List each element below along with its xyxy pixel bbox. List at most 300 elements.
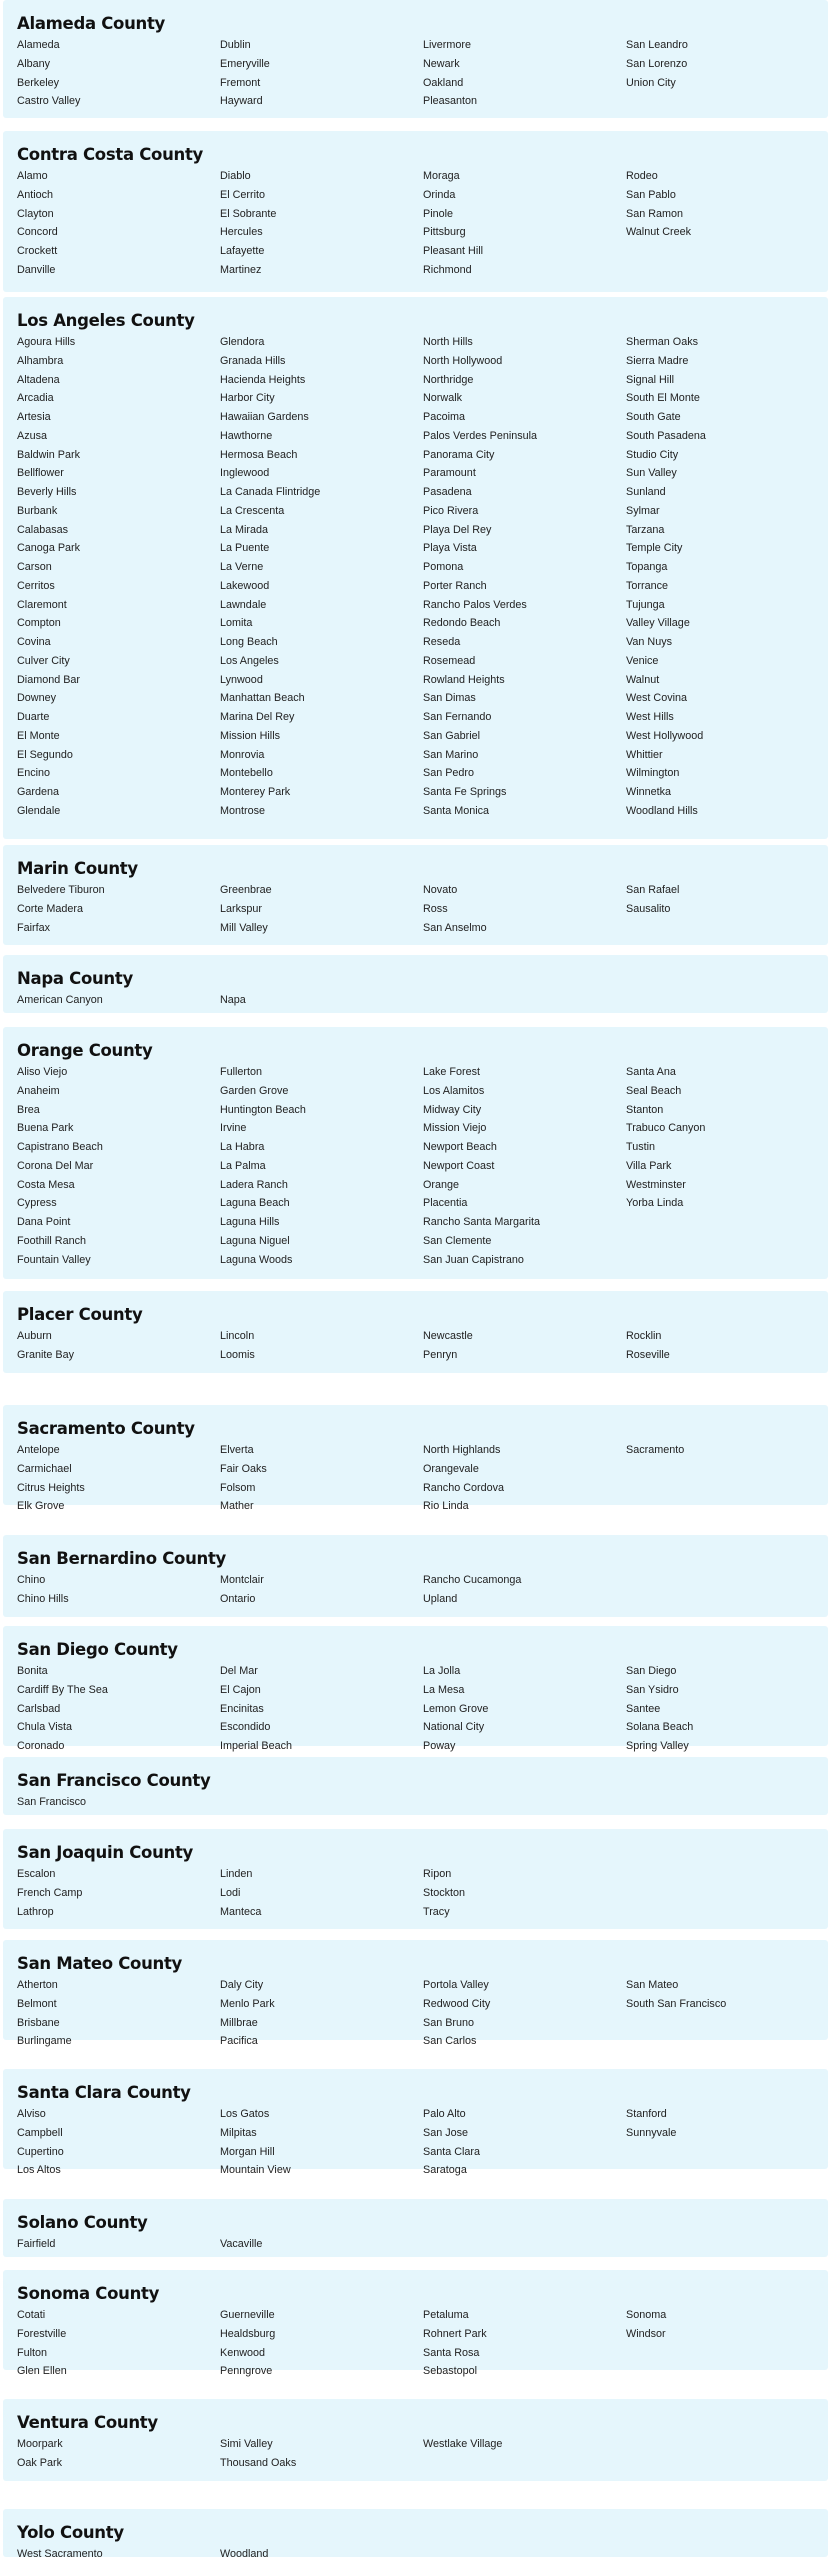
city-link-la-palma[interactable]: La Palma — [220, 1159, 266, 1172]
city-link-north-highlands[interactable]: North Highlands — [423, 1444, 501, 1456]
city-link-los-angeles[interactable]: Los Angeles — [220, 654, 279, 667]
city-link-artesia[interactable]: Artesia — [17, 411, 51, 423]
city-link-sebastopol[interactable]: Sebastopol — [423, 2365, 478, 2378]
city-link-san-leandro[interactable]: San Leandro — [626, 39, 688, 51]
city-link-south-el-monte[interactable]: South El Monte — [626, 392, 700, 405]
city-link-trabuco-canyon[interactable]: Trabuco Canyon — [626, 1122, 706, 1135]
city-link-montrose[interactable]: Montrose — [220, 804, 266, 817]
city-link-wilmington[interactable]: Wilmington — [626, 767, 680, 780]
city-link-american-canyon[interactable]: American Canyon — [17, 994, 103, 1006]
city-link-montclair[interactable]: Montclair — [220, 1574, 264, 1586]
city-link-solana-beach[interactable]: Solana Beach — [626, 1721, 694, 1734]
city-link-windsor[interactable]: Windsor — [626, 2327, 666, 2340]
city-link-palos-verdes-peninsula[interactable]: Palos Verdes Peninsula — [423, 429, 538, 442]
city-link-chino-hills[interactable]: Chino Hills — [17, 1592, 69, 1605]
city-link-newport-beach[interactable]: Newport Beach — [423, 1141, 497, 1153]
city-link-antioch[interactable]: Antioch — [17, 188, 54, 201]
city-link-stockton[interactable]: Stockton — [423, 1886, 466, 1899]
city-link-san-dimas[interactable]: San Dimas — [423, 692, 476, 705]
city-link-san-marino[interactable]: San Marino — [423, 748, 479, 761]
city-link-san-rafael[interactable]: San Rafael — [626, 884, 680, 896]
city-link-brea[interactable]: Brea — [17, 1103, 40, 1116]
city-link-la-verne[interactable]: La Verne — [220, 561, 264, 573]
city-link-milpitas[interactable]: Milpitas — [220, 2126, 257, 2139]
city-link-buena-park[interactable]: Buena Park — [17, 1122, 74, 1135]
city-link-san-carlos[interactable]: San Carlos — [423, 2035, 477, 2048]
city-link-newark[interactable]: Newark — [423, 57, 460, 70]
city-link-simi-valley[interactable]: Simi Valley — [220, 2438, 273, 2450]
city-link-la-crescenta[interactable]: La Crescenta — [220, 504, 285, 517]
city-link-irvine[interactable]: Irvine — [220, 1122, 247, 1135]
city-link-orange[interactable]: Orange — [423, 1178, 460, 1191]
city-link-gardena[interactable]: Gardena — [17, 786, 60, 798]
city-link-stanford[interactable]: Stanford — [626, 2108, 667, 2120]
city-link-stanton[interactable]: Stanton — [626, 1103, 664, 1116]
city-link-west-covina[interactable]: West Covina — [626, 692, 688, 705]
city-link-granite-bay[interactable]: Granite Bay — [17, 1348, 75, 1361]
city-link-fountain-valley[interactable]: Fountain Valley — [17, 1253, 91, 1266]
city-link-anaheim[interactable]: Anaheim — [17, 1084, 60, 1097]
city-link-lincoln[interactable]: Lincoln — [220, 1330, 255, 1342]
city-link-laguna-niguel[interactable]: Laguna Niguel — [220, 1234, 290, 1247]
city-link-dana-point[interactable]: Dana Point — [17, 1216, 71, 1228]
city-link-alamo[interactable]: Alamo — [17, 170, 48, 182]
city-link-placentia[interactable]: Placentia — [423, 1197, 468, 1210]
city-link-la-mirada[interactable]: La Mirada — [220, 523, 269, 536]
city-link-cardiff-by-the-sea[interactable]: Cardiff By The Sea — [17, 1683, 108, 1696]
city-link-el-cerrito[interactable]: El Cerrito — [220, 188, 265, 201]
city-link-fairfax[interactable]: Fairfax — [17, 921, 50, 934]
city-link-diamond-bar[interactable]: Diamond Bar — [17, 673, 81, 686]
city-link-pleasant-hill[interactable]: Pleasant Hill — [423, 245, 484, 257]
city-link-richmond[interactable]: Richmond — [423, 263, 472, 276]
city-link-diablo[interactable]: Diablo — [220, 170, 251, 182]
city-link-campbell[interactable]: Campbell — [17, 2126, 63, 2139]
city-link-rancho-santa-margarita[interactable]: Rancho Santa Margarita — [423, 1216, 541, 1228]
city-link-del-mar[interactable]: Del Mar — [220, 1665, 258, 1677]
city-link-san-francisco[interactable]: San Francisco — [17, 1796, 87, 1808]
city-link-el-sobrante[interactable]: El Sobrante — [220, 207, 277, 220]
city-link-lathrop[interactable]: Lathrop — [17, 1905, 54, 1918]
city-link-spring-valley[interactable]: Spring Valley — [626, 1740, 689, 1752]
city-link-petaluma[interactable]: Petaluma — [423, 2309, 469, 2321]
city-link-whittier[interactable]: Whittier — [626, 748, 663, 761]
city-link-vacaville[interactable]: Vacaville — [220, 2238, 263, 2250]
city-link-fair-oaks[interactable]: Fair Oaks — [220, 1462, 267, 1475]
city-link-valley-village[interactable]: Valley Village — [626, 617, 690, 630]
city-link-rosemead[interactable]: Rosemead — [423, 654, 476, 667]
city-link-larkspur[interactable]: Larkspur — [220, 902, 263, 915]
city-link-la-mesa[interactable]: La Mesa — [423, 1683, 465, 1696]
city-link-ladera-ranch[interactable]: Ladera Ranch — [220, 1178, 288, 1191]
city-link-san-mateo[interactable]: San Mateo — [626, 1979, 679, 1991]
city-link-van-nuys[interactable]: Van Nuys — [626, 636, 673, 648]
city-link-fremont[interactable]: Fremont — [220, 76, 261, 89]
city-link-bellflower[interactable]: Bellflower — [17, 467, 64, 480]
city-link-san-diego[interactable]: San Diego — [626, 1665, 677, 1677]
city-link-torrance[interactable]: Torrance — [626, 579, 669, 592]
city-link-dublin[interactable]: Dublin — [220, 39, 251, 51]
city-link-national-city[interactable]: National City — [423, 1721, 485, 1734]
city-link-lake-forest[interactable]: Lake Forest — [423, 1066, 481, 1078]
city-link-hacienda-heights[interactable]: Hacienda Heights — [220, 373, 306, 386]
city-link-manteca[interactable]: Manteca — [220, 1905, 262, 1918]
city-link-crockett[interactable]: Crockett — [17, 245, 58, 257]
city-link-portola-valley[interactable]: Portola Valley — [423, 1979, 489, 1991]
city-link-martinez[interactable]: Martinez — [220, 263, 262, 276]
city-link-la-canada-flintridge[interactable]: La Canada Flintridge — [220, 486, 321, 498]
city-link-woodland-hills[interactable]: Woodland Hills — [626, 804, 698, 817]
city-link-covina[interactable]: Covina — [17, 636, 51, 648]
city-link-lemon-grove[interactable]: Lemon Grove — [423, 1702, 489, 1715]
city-link-newport-coast[interactable]: Newport Coast — [423, 1159, 495, 1172]
city-link-cerritos[interactable]: Cerritos — [17, 579, 55, 592]
city-link-los-altos[interactable]: Los Altos — [17, 2164, 61, 2177]
city-link-westminster[interactable]: Westminster — [626, 1178, 686, 1191]
city-link-claremont[interactable]: Claremont — [17, 598, 67, 611]
city-link-encinitas[interactable]: Encinitas — [220, 1702, 264, 1715]
city-link-poway[interactable]: Poway — [423, 1740, 456, 1752]
city-link-roseville[interactable]: Roseville — [626, 1348, 670, 1361]
city-link-west-hills[interactable]: West Hills — [626, 711, 674, 723]
city-link-bonita[interactable]: Bonita — [17, 1665, 48, 1677]
city-link-chula-vista[interactable]: Chula Vista — [17, 1721, 73, 1734]
city-link-lodi[interactable]: Lodi — [220, 1886, 241, 1899]
city-link-hawaiian-gardens[interactable]: Hawaiian Gardens — [220, 411, 309, 423]
city-link-elk-grove[interactable]: Elk Grove — [17, 1500, 65, 1513]
city-link-rio-linda[interactable]: Rio Linda — [423, 1500, 469, 1513]
city-link-altadena[interactable]: Altadena — [17, 373, 60, 386]
city-link-auburn[interactable]: Auburn — [17, 1330, 52, 1342]
city-link-aliso-viejo[interactable]: Aliso Viejo — [17, 1066, 68, 1078]
city-link-santa-ana[interactable]: Santa Ana — [626, 1066, 676, 1078]
city-link-napa[interactable]: Napa — [220, 994, 246, 1006]
city-link-lomita[interactable]: Lomita — [220, 617, 253, 630]
city-link-linden[interactable]: Linden — [220, 1868, 253, 1880]
city-link-brisbane[interactable]: Brisbane — [17, 2016, 60, 2029]
city-link-tustin[interactable]: Tustin — [626, 1141, 656, 1153]
city-link-carson[interactable]: Carson — [17, 561, 52, 573]
city-link-emeryville[interactable]: Emeryville — [220, 57, 270, 70]
city-link-belmont[interactable]: Belmont — [17, 1997, 57, 2010]
city-link-san-lorenzo[interactable]: San Lorenzo — [626, 57, 688, 70]
city-link-antelope[interactable]: Antelope — [17, 1444, 60, 1456]
city-link-signal-hill[interactable]: Signal Hill — [626, 373, 675, 386]
city-link-west-sacramento[interactable]: West Sacramento — [17, 2548, 103, 2560]
city-link-playa-del-rey[interactable]: Playa Del Rey — [423, 523, 492, 536]
city-link-north-hollywood[interactable]: North Hollywood — [423, 354, 503, 367]
city-link-ross[interactable]: Ross — [423, 902, 448, 915]
city-link-el-monte[interactable]: El Monte — [17, 729, 60, 742]
city-link-oakland[interactable]: Oakland — [423, 76, 464, 89]
city-link-west-hollywood[interactable]: West Hollywood — [626, 729, 704, 742]
city-link-coronado[interactable]: Coronado — [17, 1740, 65, 1752]
city-link-ontario[interactable]: Ontario — [220, 1592, 256, 1605]
city-link-norwalk[interactable]: Norwalk — [423, 392, 462, 405]
city-link-hercules[interactable]: Hercules — [220, 226, 263, 239]
city-link-monrovia[interactable]: Monrovia — [220, 748, 265, 761]
city-link-penngrove[interactable]: Penngrove — [220, 2365, 273, 2378]
city-link-citrus-heights[interactable]: Citrus Heights — [17, 1481, 85, 1494]
city-link-azusa[interactable]: Azusa — [17, 429, 48, 442]
city-link-guerneville[interactable]: Guerneville — [220, 2309, 275, 2321]
city-link-french-camp[interactable]: French Camp — [17, 1886, 83, 1899]
city-link-alhambra[interactable]: Alhambra — [17, 354, 64, 367]
city-link-alviso[interactable]: Alviso — [17, 2108, 46, 2120]
city-link-monterey-park[interactable]: Monterey Park — [220, 786, 291, 798]
city-link-redwood-city[interactable]: Redwood City — [423, 1997, 491, 2010]
city-link-pacoima[interactable]: Pacoima — [423, 411, 466, 423]
city-link-sunland[interactable]: Sunland — [626, 486, 666, 498]
city-link-manhattan-beach[interactable]: Manhattan Beach — [220, 692, 305, 705]
city-link-sylmar[interactable]: Sylmar — [626, 504, 660, 517]
city-link-newcastle[interactable]: Newcastle — [423, 1330, 473, 1342]
city-link-san-ysidro[interactable]: San Ysidro — [626, 1683, 679, 1696]
city-link-escondido[interactable]: Escondido — [220, 1721, 271, 1734]
city-link-san-gabriel[interactable]: San Gabriel — [423, 729, 481, 742]
city-link-laguna-hills[interactable]: Laguna Hills — [220, 1216, 280, 1228]
city-link-sun-valley[interactable]: Sun Valley — [626, 467, 677, 480]
city-link-canoga-park[interactable]: Canoga Park — [17, 542, 81, 555]
city-link-downey[interactable]: Downey — [17, 692, 57, 705]
city-link-novato[interactable]: Novato — [423, 884, 458, 896]
city-link-south-gate[interactable]: South Gate — [626, 411, 681, 423]
city-link-morgan-hill[interactable]: Morgan Hill — [220, 2145, 275, 2158]
city-link-imperial-beach[interactable]: Imperial Beach — [220, 1740, 293, 1752]
city-link-chino[interactable]: Chino — [17, 1574, 46, 1586]
city-link-folsom[interactable]: Folsom — [220, 1481, 256, 1494]
city-link-panorama-city[interactable]: Panorama City — [423, 448, 495, 461]
city-link-atherton[interactable]: Atherton — [17, 1979, 58, 1991]
city-link-sacramento[interactable]: Sacramento — [626, 1444, 685, 1456]
city-link-woodland[interactable]: Woodland — [220, 2548, 269, 2560]
city-link-hermosa-beach[interactable]: Hermosa Beach — [220, 448, 298, 461]
city-link-corona-del-mar[interactable]: Corona Del Mar — [17, 1159, 94, 1172]
city-link-south-pasadena[interactable]: South Pasadena — [626, 429, 706, 442]
city-link-greenbrae[interactable]: Greenbrae — [220, 884, 272, 896]
city-link-rancho-palos-verdes[interactable]: Rancho Palos Verdes — [423, 598, 527, 611]
city-link-tarzana[interactable]: Tarzana — [626, 523, 665, 536]
city-link-glendale[interactable]: Glendale — [17, 804, 61, 817]
city-link-moraga[interactable]: Moraga — [423, 170, 460, 182]
city-link-montebello[interactable]: Montebello — [220, 767, 273, 780]
city-link-mission-hills[interactable]: Mission Hills — [220, 729, 280, 742]
city-link-playa-vista[interactable]: Playa Vista — [423, 542, 477, 555]
city-link-millbrae[interactable]: Millbrae — [220, 2016, 258, 2029]
city-link-westlake-village[interactable]: Westlake Village — [423, 2438, 503, 2450]
city-link-fulton[interactable]: Fulton — [17, 2346, 48, 2359]
city-link-pittsburg[interactable]: Pittsburg — [423, 226, 466, 239]
city-link-pacifica[interactable]: Pacifica — [220, 2035, 258, 2048]
city-link-calabasas[interactable]: Calabasas — [17, 523, 69, 536]
city-link-san-anselmo[interactable]: San Anselmo — [423, 921, 487, 934]
city-link-porter-ranch[interactable]: Porter Ranch — [423, 579, 487, 592]
city-link-sunnyvale[interactable]: Sunnyvale — [626, 2126, 677, 2139]
city-link-cotati[interactable]: Cotati — [17, 2309, 46, 2321]
city-link-daly-city[interactable]: Daly City — [220, 1979, 264, 1991]
city-link-lynwood[interactable]: Lynwood — [220, 673, 263, 686]
city-link-corte-madera[interactable]: Corte Madera — [17, 902, 84, 915]
city-link-midway-city[interactable]: Midway City — [423, 1103, 482, 1116]
city-link-pico-rivera[interactable]: Pico Rivera — [423, 504, 479, 517]
city-link-granada-hills[interactable]: Granada Hills — [220, 354, 286, 367]
city-link-fairfield[interactable]: Fairfield — [17, 2238, 56, 2250]
city-link-marina-del-rey[interactable]: Marina Del Rey — [220, 711, 295, 723]
city-link-la-jolla[interactable]: La Jolla — [423, 1665, 461, 1677]
city-link-hayward[interactable]: Hayward — [220, 95, 263, 108]
city-link-redondo-beach[interactable]: Redondo Beach — [423, 617, 501, 630]
city-link-north-hills[interactable]: North Hills — [423, 336, 473, 348]
city-link-berkeley[interactable]: Berkeley — [17, 76, 60, 89]
city-link-sausalito[interactable]: Sausalito — [626, 902, 671, 915]
city-link-elverta[interactable]: Elverta — [220, 1444, 254, 1456]
city-link-foothill-ranch[interactable]: Foothill Ranch — [17, 1234, 87, 1247]
city-link-santa-rosa[interactable]: Santa Rosa — [423, 2346, 480, 2359]
city-link-glen-ellen[interactable]: Glen Ellen — [17, 2365, 67, 2378]
city-link-escalon[interactable]: Escalon — [17, 1868, 56, 1880]
city-link-san-juan-capistrano[interactable]: San Juan Capistrano — [423, 1253, 524, 1266]
city-link-sherman-oaks[interactable]: Sherman Oaks — [626, 336, 699, 348]
city-link-hawthorne[interactable]: Hawthorne — [220, 429, 273, 442]
city-link-union-city[interactable]: Union City — [626, 76, 676, 89]
city-link-san-pablo[interactable]: San Pablo — [626, 188, 676, 201]
city-link-lakewood[interactable]: Lakewood — [220, 579, 270, 592]
city-link-belvedere-tiburon[interactable]: Belvedere Tiburon — [17, 884, 105, 896]
city-link-tujunga[interactable]: Tujunga — [626, 598, 665, 611]
city-link-orangevale[interactable]: Orangevale — [423, 1462, 479, 1475]
city-link-topanga[interactable]: Topanga — [626, 561, 668, 573]
city-link-long-beach[interactable]: Long Beach — [220, 636, 278, 648]
city-link-san-fernando[interactable]: San Fernando — [423, 711, 492, 723]
city-link-fullerton[interactable]: Fullerton — [220, 1066, 263, 1078]
city-link-tracy[interactable]: Tracy — [423, 1905, 450, 1918]
city-link-lafayette[interactable]: Lafayette — [220, 245, 265, 257]
city-link-upland[interactable]: Upland — [423, 1592, 458, 1605]
city-link-santa-monica[interactable]: Santa Monica — [423, 804, 490, 817]
city-link-yorba-linda[interactable]: Yorba Linda — [626, 1197, 684, 1210]
city-link-agoura-hills[interactable]: Agoura Hills — [17, 336, 76, 348]
city-link-la-habra[interactable]: La Habra — [220, 1141, 265, 1153]
city-link-walnut[interactable]: Walnut — [626, 673, 660, 686]
city-link-villa-park[interactable]: Villa Park — [626, 1159, 672, 1172]
city-link-beverly-hills[interactable]: Beverly Hills — [17, 486, 77, 498]
city-link-mather[interactable]: Mather — [220, 1500, 254, 1513]
city-link-pleasanton[interactable]: Pleasanton — [423, 95, 478, 108]
city-link-los-gatos[interactable]: Los Gatos — [220, 2108, 270, 2120]
city-link-palo-alto[interactable]: Palo Alto — [423, 2108, 466, 2120]
city-link-healdsburg[interactable]: Healdsburg — [220, 2327, 276, 2340]
city-link-carmichael[interactable]: Carmichael — [17, 1462, 72, 1475]
city-link-livermore[interactable]: Livermore — [423, 39, 472, 51]
city-link-santa-clara[interactable]: Santa Clara — [423, 2145, 481, 2158]
city-link-rohnert-park[interactable]: Rohnert Park — [423, 2327, 487, 2340]
city-link-harbor-city[interactable]: Harbor City — [220, 392, 275, 405]
city-link-reseda[interactable]: Reseda — [423, 636, 461, 648]
city-link-burbank[interactable]: Burbank — [17, 504, 58, 517]
city-link-temple-city[interactable]: Temple City — [626, 542, 683, 555]
city-link-mill-valley[interactable]: Mill Valley — [220, 921, 268, 934]
city-link-pomona[interactable]: Pomona — [423, 561, 464, 573]
city-link-winnetka[interactable]: Winnetka — [626, 786, 672, 798]
city-link-san-pedro[interactable]: San Pedro — [423, 767, 475, 780]
city-link-penryn[interactable]: Penryn — [423, 1348, 458, 1361]
city-link-walnut-creek[interactable]: Walnut Creek — [626, 226, 692, 239]
city-link-cypress[interactable]: Cypress — [17, 1197, 57, 1210]
city-link-clayton[interactable]: Clayton — [17, 207, 54, 220]
city-link-rancho-cordova[interactable]: Rancho Cordova — [423, 1481, 505, 1494]
city-link-sonoma[interactable]: Sonoma — [626, 2309, 667, 2321]
city-link-encino[interactable]: Encino — [17, 767, 51, 780]
city-link-laguna-beach[interactable]: Laguna Beach — [220, 1197, 290, 1210]
city-link-mission-viejo[interactable]: Mission Viejo — [423, 1122, 487, 1135]
city-link-san-jose[interactable]: San Jose — [423, 2126, 469, 2139]
city-link-seal-beach[interactable]: Seal Beach — [626, 1084, 682, 1097]
city-link-glendora[interactable]: Glendora — [220, 336, 265, 348]
city-link-saratoga[interactable]: Saratoga — [423, 2164, 467, 2177]
city-link-menlo-park[interactable]: Menlo Park — [220, 1997, 275, 2010]
city-link-costa-mesa[interactable]: Costa Mesa — [17, 1178, 75, 1191]
city-link-baldwin-park[interactable]: Baldwin Park — [17, 448, 81, 461]
city-link-northridge[interactable]: Northridge — [423, 373, 474, 386]
city-link-venice[interactable]: Venice — [626, 654, 659, 667]
city-link-south-san-francisco[interactable]: South San Francisco — [626, 1997, 727, 2010]
city-link-moorpark[interactable]: Moorpark — [17, 2438, 63, 2450]
city-link-el-cajon[interactable]: El Cajon — [220, 1683, 261, 1696]
city-link-arcadia[interactable]: Arcadia — [17, 392, 54, 405]
city-link-studio-city[interactable]: Studio City — [626, 448, 679, 461]
city-link-culver-city[interactable]: Culver City — [17, 654, 70, 667]
city-link-oak-park[interactable]: Oak Park — [17, 2456, 63, 2469]
city-link-garden-grove[interactable]: Garden Grove — [220, 1084, 289, 1097]
city-link-loomis[interactable]: Loomis — [220, 1348, 255, 1361]
city-link-san-bruno[interactable]: San Bruno — [423, 2016, 475, 2029]
city-link-forestville[interactable]: Forestville — [17, 2327, 67, 2340]
city-link-rodeo[interactable]: Rodeo — [626, 170, 658, 182]
city-link-ripon[interactable]: Ripon — [423, 1868, 452, 1880]
city-link-carlsbad[interactable]: Carlsbad — [17, 1702, 61, 1715]
city-link-rowland-heights[interactable]: Rowland Heights — [423, 673, 505, 686]
city-link-rancho-cucamonga[interactable]: Rancho Cucamonga — [423, 1574, 522, 1586]
city-link-paramount[interactable]: Paramount — [423, 467, 476, 480]
city-link-san-ramon[interactable]: San Ramon — [626, 207, 684, 220]
city-link-sierra-madre[interactable]: Sierra Madre — [626, 354, 689, 367]
city-link-huntington-beach[interactable]: Huntington Beach — [220, 1103, 306, 1116]
city-link-el-segundo[interactable]: El Segundo — [17, 748, 73, 761]
city-link-castro-valley[interactable]: Castro Valley — [17, 95, 81, 108]
city-link-burlingame[interactable]: Burlingame — [17, 2035, 72, 2048]
city-link-pinole[interactable]: Pinole — [423, 207, 454, 220]
city-link-inglewood[interactable]: Inglewood — [220, 467, 270, 480]
city-link-san-clemente[interactable]: San Clemente — [423, 1234, 492, 1247]
city-link-la-puente[interactable]: La Puente — [220, 542, 270, 555]
city-link-los-alamitos[interactable]: Los Alamitos — [423, 1084, 485, 1097]
city-link-orinda[interactable]: Orinda — [423, 188, 456, 201]
city-link-rocklin[interactable]: Rocklin — [626, 1330, 662, 1342]
city-link-santa-fe-springs[interactable]: Santa Fe Springs — [423, 786, 507, 798]
city-link-concord[interactable]: Concord — [17, 226, 58, 239]
city-link-compton[interactable]: Compton — [17, 617, 61, 630]
city-link-lawndale[interactable]: Lawndale — [220, 598, 267, 611]
city-link-santee[interactable]: Santee — [626, 1702, 661, 1715]
city-link-laguna-woods[interactable]: Laguna Woods — [220, 1253, 293, 1266]
city-link-kenwood[interactable]: Kenwood — [220, 2346, 266, 2359]
city-link-cupertino[interactable]: Cupertino — [17, 2145, 64, 2158]
city-link-pasadena[interactable]: Pasadena — [423, 486, 472, 498]
city-link-thousand-oaks[interactable]: Thousand Oaks — [220, 2456, 297, 2469]
city-link-mountain-view[interactable]: Mountain View — [220, 2164, 291, 2177]
city-link-alameda[interactable]: Alameda — [17, 39, 60, 51]
city-link-danville[interactable]: Danville — [17, 263, 56, 276]
